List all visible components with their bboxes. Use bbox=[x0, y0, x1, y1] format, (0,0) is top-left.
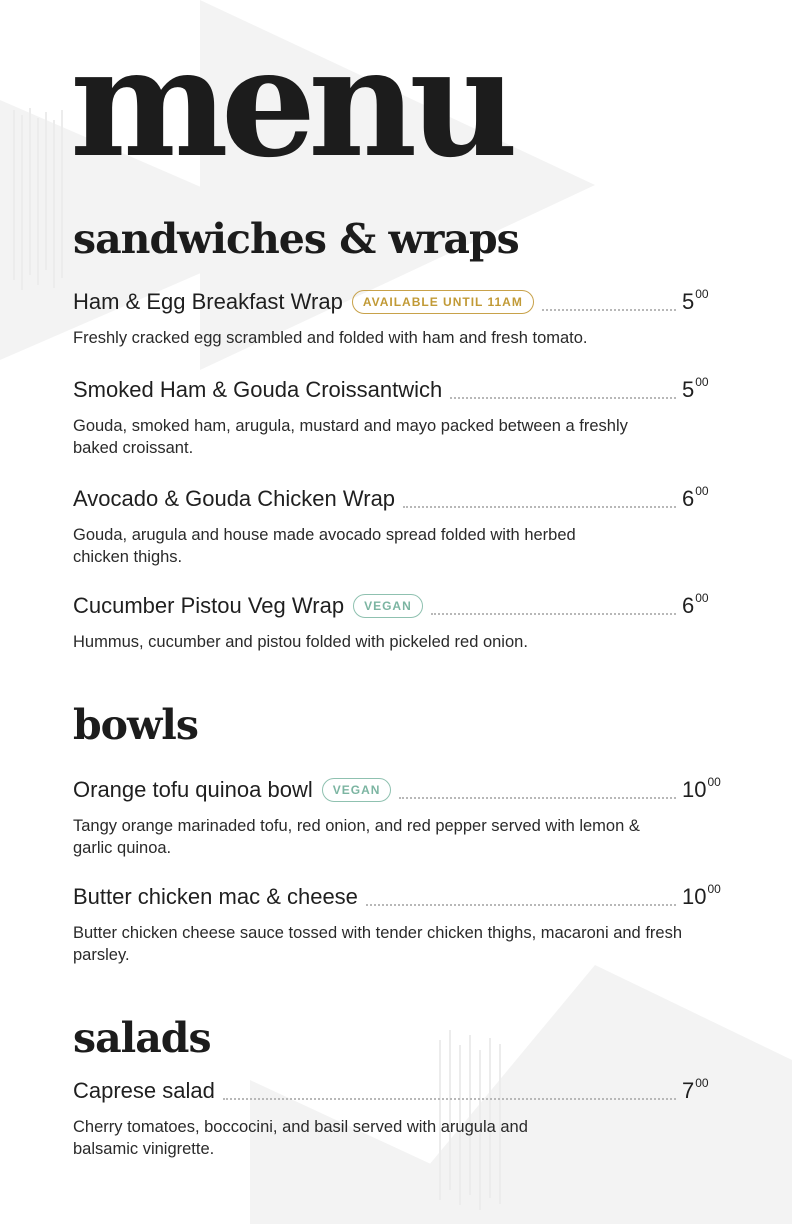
dotted-leader bbox=[542, 308, 676, 311]
section-title-sandwiches-wraps: sandwiches & wraps bbox=[73, 215, 519, 263]
dotted-leader bbox=[403, 505, 676, 508]
menu-item bbox=[73, 1076, 728, 1160]
item-name: Ham & Egg Breakfast Wrap bbox=[73, 289, 343, 314]
item-name: Orange tofu quinoa bowl bbox=[73, 777, 313, 802]
item-price: $5^{00}$ bbox=[682, 286, 709, 314]
item-description: Butter chicken cheese sauce tossed with tender chicken thighs, macaroni and fresh parsley. bbox=[73, 924, 683, 964]
item-description: Gouda, arugula and house made avocado spread folded with herbed chicken thighs. bbox=[73, 526, 576, 566]
item-price: $5^{00}$ bbox=[682, 374, 709, 402]
menu-item bbox=[73, 375, 728, 459]
item-description: Tangy orange marinaded tofu, red onion, and red pepper served with lemon & garlic quinoa. bbox=[73, 817, 640, 857]
dotted-leader bbox=[223, 1097, 676, 1100]
item-name: Avocado & Gouda Chicken Wrap bbox=[73, 486, 396, 511]
item-description: Hummus, cucumber and pistou folded with pickeled red onion. bbox=[73, 633, 528, 651]
menu-item bbox=[73, 591, 728, 653]
vegan-badge: VEGAN bbox=[322, 778, 392, 802]
dotted-leader bbox=[366, 903, 676, 906]
item-price: $6^{00}$ bbox=[682, 483, 709, 511]
item-price: $6^{00}$ bbox=[682, 590, 709, 618]
item-name: Cucumber Pistou Veg Wrap bbox=[73, 593, 345, 618]
item-description: Freshly cracked egg scrambled and folded with ham and fresh tomato. bbox=[73, 329, 588, 347]
dotted-leader bbox=[399, 796, 676, 799]
menu-item bbox=[73, 882, 728, 966]
availability-badge: AVAILABLE UNTIL 11AM bbox=[352, 290, 534, 314]
item-price: $10^{00}$ bbox=[682, 881, 721, 909]
item-description: Gouda, smoked ham, arugula, mustard and mayo packed between a freshly baked croissant. bbox=[73, 417, 628, 457]
vegan-badge: VEGAN bbox=[353, 594, 423, 618]
menu-item bbox=[73, 287, 728, 349]
section-title-salads: salads bbox=[73, 1014, 211, 1062]
dotted-leader bbox=[450, 396, 676, 399]
dotted-leader bbox=[431, 612, 676, 615]
item-name: Caprese salad bbox=[73, 1078, 215, 1103]
section-title-bowls: bowls bbox=[73, 701, 198, 749]
item-price: $10^{00}$ bbox=[682, 774, 721, 802]
item-name: Butter chicken mac & cheese bbox=[73, 884, 358, 909]
item-price: $7^{00}$ bbox=[682, 1075, 709, 1103]
menu-item bbox=[73, 484, 728, 568]
menu-item bbox=[73, 775, 728, 859]
item-description: Cherry tomatoes, boccocini, and basil served with arugula and balsamic vinigrette. bbox=[73, 1118, 528, 1158]
menu-title: menu bbox=[70, 15, 511, 191]
item-name: Smoked Ham & Gouda Croissantwich bbox=[73, 377, 443, 402]
